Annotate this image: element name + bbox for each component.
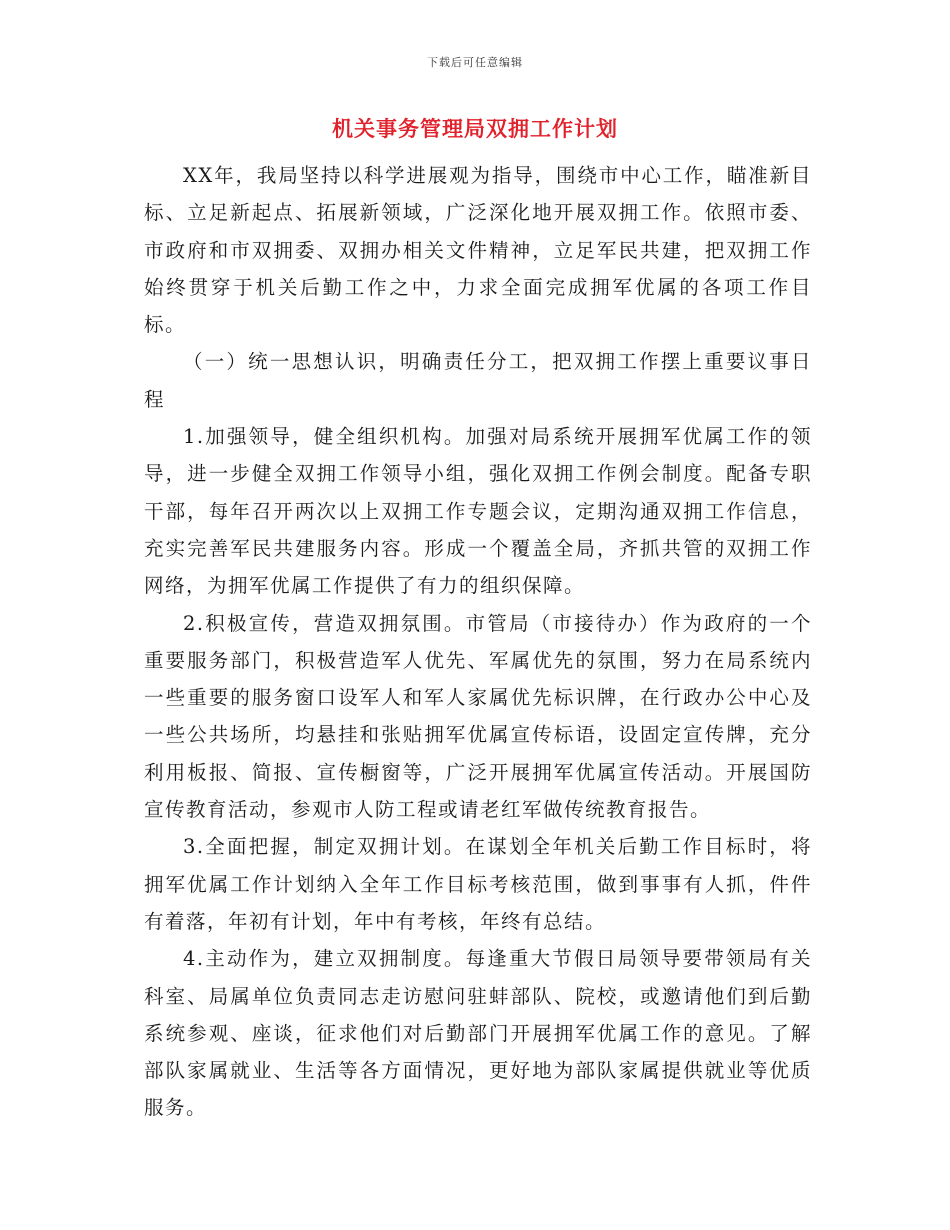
document-body xyxy=(144,157,812,1127)
header-note: 下载后可任意编辑 xyxy=(427,56,523,69)
item-paragraph-3: 3.全面把握，制定双拥计划。在谋划全年机关后勤工作目标时，将拥军优属工作计划纳入全年工作目标考核范围，做到事事有人抓，件件有着落，年初有计划，年中有考核，年终有总结。 xyxy=(144,835,812,933)
item-paragraph-2: 2.积极宣传，营造双拥氛围。市管局（市接待办）作为政府的一个重要服务部门，积极营造军人优先、军属优先的氛围，努力在局系统内一些重要的服务窗口设军人和军人家属优先标识牌，在行政办公中心及一些公共场所，均悬挂和张贴拥军优属宣传标语，设固定宣传牌，充分利用板报、简报、宣传橱窗等，广泛开展拥军优属宣传活动。开展国防宣传教育活动，参观市人防工程或请老红军做传统教育报告。 xyxy=(144,611,812,822)
item-paragraph-4: 4.主动作为，建立双拥制度。每逢重大节假日局领导要带领局有关科室、局属单位负责同志走访慰问驻蚌部队、院校，或邀请他们到后勤系统参观、座谈，征求他们对后勤部门开展拥军优属工作的意见。了解部队家属就业、生活等各方面情况，更好地为部队家属提供就业等优质服务。 xyxy=(144,947,812,1120)
intro-paragraph: XX年，我局坚持以科学进展观为指导，围绕市中心工作，瞄准新目标、立足新起点、拓展新领域，广泛深化地开展双拥工作。依照市委、市政府和市双拥委、双拥办相关文件精神，立足军民共建，把双拥工作始终贯穿于机关后勤工作之中，力求全面完成拥军优属的各项工作目标。 xyxy=(144,164,812,337)
item-paragraph-1: 1.加强领导，健全组织机构。加强对局系统开展拥军优属工作的领导，进一步健全双拥工作领导小组，强化双拥工作例会制度。配备专职干部，每年召开两次以上双拥工作专题会议，定期沟通双拥工作信息，充实完善军民共建服务内容。形成一个覆盖全局，齐抓共管的双拥工作网络，为拥军优属工作提供了有力的组织保障。 xyxy=(144,425,812,598)
section-heading: （一）统一思想认识，明确责任分工，把双拥工作摆上重要议事日程 xyxy=(144,350,812,411)
document-title: 机关事务管理局双拥工作计划 xyxy=(332,116,618,141)
